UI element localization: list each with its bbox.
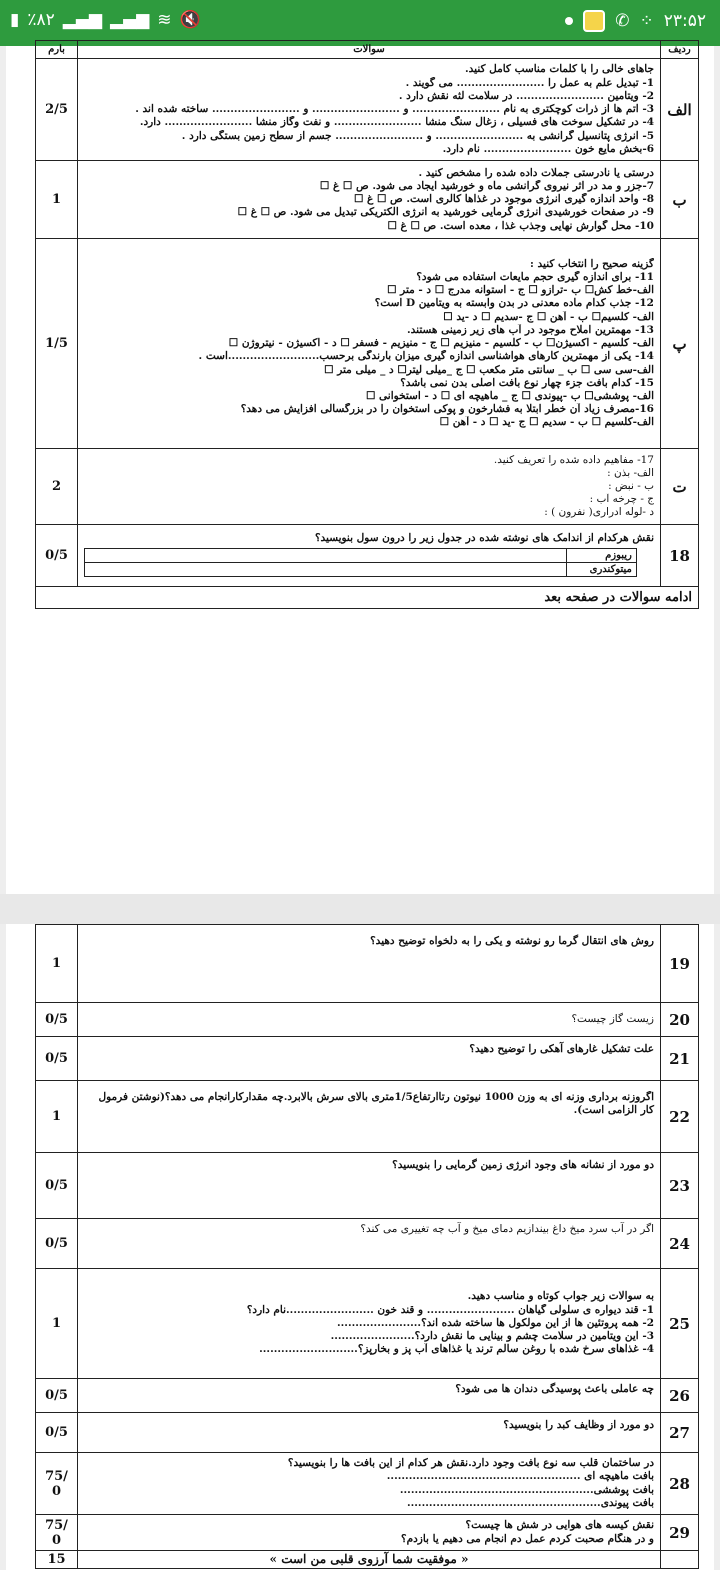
organelle-name: ریبوزم [566, 548, 636, 562]
question-score: /75 0 [36, 1453, 78, 1515]
section-label: ت [661, 449, 699, 525]
section-content [78, 59, 661, 161]
clock: ۲۳:۵۲ [663, 11, 706, 31]
question-text: کار الزامی است). [573, 1104, 654, 1117]
question-line: 8- واحد اندازه گیری انرژی موجود در غذاها کالری است. ص ☐ غ ☐ [353, 193, 654, 206]
question-score: 1 [36, 1269, 78, 1379]
question-number: 27 [661, 1413, 699, 1453]
status-right [565, 10, 706, 32]
question-line: د -لوله ادراری( نفرون ) : [544, 506, 654, 519]
question-number: 18 [661, 525, 699, 587]
document-page-1[interactable] [0, 46, 720, 894]
mute-icon: 🔇 [179, 10, 201, 30]
question-line: 12- جذب کدام ماده معدنی در بدن وابسته به ویتامین D است؟ [374, 297, 654, 310]
question-score: 0/5 [36, 1219, 78, 1269]
total-row [36, 1551, 699, 1569]
question-number: 21 [661, 1037, 699, 1081]
section-score: 2/5 [36, 59, 78, 161]
section-be [36, 161, 699, 239]
section-score: 1/5 [36, 239, 78, 449]
header-score-col: بارم [36, 41, 78, 59]
question-22 [36, 1081, 699, 1153]
question-content [78, 1153, 661, 1219]
section-content [78, 161, 661, 239]
notification-dot-icon [565, 17, 573, 25]
question-line: 14- یکی از مهمترین کارهای هواشناسی اندازه گیری میزان بارندگی برحسب.........................است . [198, 350, 654, 363]
question-text: بافت ماهیچه ای ..................................................... [386, 1470, 654, 1483]
question-24 [36, 1219, 699, 1269]
question-number: 19 [661, 925, 699, 1003]
question-26 [36, 1379, 699, 1413]
question-text: اگر در آب سرد میخ داغ بیندازیم دمای میخ و آب چه تغییری می کند؟ [360, 1223, 654, 1235]
question-score: /75 0 [36, 1515, 78, 1551]
question-text: دو مورد از نشانه های وجود انرژی زمین گرمایی را بنویسید؟ [392, 1159, 654, 1171]
question-number: 23 [661, 1153, 699, 1219]
question-line: 17- مفاهیم داده شده را تعریف کنید. [493, 454, 654, 467]
continue-note: ادامه سوالات در صفحه بعد [36, 587, 699, 609]
question-content [78, 1219, 661, 1269]
question-score: 0/5 [36, 1037, 78, 1081]
question-20 [36, 1003, 699, 1037]
question-content [78, 525, 661, 587]
wifi-icon: ≋ [157, 10, 172, 30]
section-label: ب [661, 161, 699, 239]
question-21 [36, 1037, 699, 1081]
question-content [78, 1037, 661, 1081]
section-te [36, 449, 699, 525]
options-line: الف- پوششی☐ ب -پیوندی ☐ ج _ ماهیچه ای ☐ د - استخوانی ☐ [365, 389, 654, 402]
phone-icon: ✆ [615, 11, 630, 31]
question-content [78, 1003, 661, 1037]
options-line: الف-سی سی ☐ ب _ سانتی متر مکعب ☐ ج _میلی لیتر☐ د _ میلی متر ☐ [324, 363, 654, 376]
question-line: 13- مهمترین املاح موجود در آب های زیر زمینی هستند. [407, 323, 654, 336]
question-score: 0/5 [36, 1379, 78, 1413]
question-score: 0/5 [36, 1003, 78, 1037]
document-page-2[interactable] [0, 924, 720, 1570]
question-line: 15- کدام بافت جزء چهار نوع بافت اصلی بدن نمی باشد؟ [400, 376, 654, 389]
question-line: 1- تبدیل علم به عمل را ........................ می گویند . [405, 76, 654, 89]
question-line: 11- برای اندازه گیری حجم مایعات استفاده می شود؟ [416, 271, 654, 284]
question-score: 0/5 [36, 1153, 78, 1219]
status-left [10, 10, 201, 30]
continue-row [36, 587, 699, 609]
question-number: 25 [661, 1269, 699, 1379]
question-29 [36, 1515, 699, 1551]
question-line: 16-مصرف زیاد آن خطر ابتلا به فشارخون و پوکی استخوان را در بزرگسالی افزایش می دهد؟ [240, 403, 654, 416]
question-text: دو مورد از وظایف کبد را بنویسید؟ [503, 1419, 654, 1431]
question-text: و در هنگام صحبت کردم عمل دم انجام می دهیم یا بازدم؟ [401, 1532, 654, 1545]
question-text: اگروزنه برداری وزنه ای به وزن 1000 نیوتون رتاارتفاع1/5متری بالای سرش بالابرد.چه مقدارکارانجام می دهد؟(نوشتن فرمول [98, 1091, 654, 1103]
question-text: علت تشکیل غارهای آهکی را توضیح دهید؟ [469, 1043, 654, 1055]
question-number: 29 [661, 1515, 699, 1551]
section-label: الف [661, 59, 699, 161]
question-content [78, 1379, 661, 1413]
exam-table-2 [35, 924, 699, 1569]
battery-icon: ▮ [10, 10, 20, 30]
question-27 [36, 1413, 699, 1453]
question-number: 24 [661, 1219, 699, 1269]
options-line: الف- کلسیم - اکسیژن☐ ب - کلسیم - منیزیم ☐ ج - منیزیم - فسفر ☐ د - اکسیژن - نیتروژن ☐ [228, 337, 654, 350]
question-text: 2- همه پروتئین ها از این مولکول ها ساخته شده اند؟....................... [337, 1316, 654, 1329]
question-line: ج - چرخه آب : [589, 493, 654, 506]
section-content [78, 449, 661, 525]
question-text: نقش کیسه های هوایی در شش ها چیست؟ [465, 1519, 654, 1532]
question-text: 4- غذاهای سرخ شده با روغن سالم ترند یا غذاهای آب پز و بخارپز؟........................... [259, 1343, 654, 1356]
question-content [78, 1453, 661, 1515]
question-number: 26 [661, 1379, 699, 1413]
total-blank [661, 1551, 699, 1569]
section-line: گزینه صحیح را انتخاب کنید : [529, 257, 654, 270]
question-score: 1 [36, 1081, 78, 1153]
section-line: درستی یا نادرستی جملات داده شده را مشخص کنید . [418, 166, 654, 179]
exam-table-1 [35, 40, 699, 609]
question-text: نقش هرکدام از اندامک های نوشته شده در جدول زیر را درون سول بنویسید؟ [314, 532, 654, 545]
question-number: 20 [661, 1003, 699, 1037]
question-score: 1 [36, 925, 78, 1003]
signal-icon-2: ▂▄▆ [110, 10, 150, 30]
options-line: الف- کلسیم☐ ب - آهن ☐ ج -سدیم ☐ د -ید ☐ [443, 310, 654, 323]
question-score: 0/5 [36, 525, 78, 587]
question-text: در ساختمان قلب سه نوع بافت وجود دارد.نقش هر کدام از این بافت ها را بنویسید؟ [287, 1457, 654, 1470]
battery-level: ٪۸۲ [27, 10, 55, 30]
section-alef [36, 59, 699, 161]
question-text: 3- این ویتامین در سلامت چشم و بینایی ما نقش دارد؟....................... [330, 1330, 654, 1343]
table-header [36, 41, 699, 59]
header-row-col: ردیف [661, 41, 699, 59]
organelle-name: میتوکندری [566, 562, 636, 576]
question-content [78, 1081, 661, 1153]
answer-cell[interactable] [85, 548, 567, 562]
question-text: روش های انتقال گرما رو نوشته و یکی را به دلخواه توضیح دهید؟ [370, 935, 654, 947]
question-text: 1- قند دیواره ی سلولی گیاهان ........................ و قند خون ........................نام دارد؟ [246, 1303, 654, 1316]
total-score: 15 [36, 1551, 78, 1569]
question-line: 2- ویتامین ........................ در سلامت لثه نقش دارد . [398, 89, 654, 102]
question-line: 10- محل گوارش نهایی وجذب غذا ، معده است. ص ☐ غ ☐ [387, 219, 654, 232]
question-content [78, 1413, 661, 1453]
answer-cell[interactable] [85, 562, 567, 576]
organelle-table [84, 548, 637, 577]
closing-message: « موفقیت شما آرزوی قلبی من است » [78, 1551, 661, 1569]
page-gap [0, 894, 720, 924]
question-line: الف- بذن : [607, 467, 654, 480]
dots-icon: ⁘ [639, 11, 654, 31]
section-score: 1 [36, 161, 78, 239]
question-text: چه عاملی باعث پوسیدگی دندان ها می شود؟ [455, 1383, 654, 1395]
app-notification-icon [583, 10, 605, 32]
question-line: 5- انرژی پتانسیل گرانشی به ........................ و ........................ جسم از سطح زمین بستگی دارد . [181, 129, 654, 142]
question-line: ب - نبض : [608, 480, 654, 493]
question-text: زیست گاز چیست؟ [571, 1013, 654, 1025]
question-content [78, 925, 661, 1003]
signal-icon: ▂▄▆ [62, 10, 102, 30]
question-text: بافت پیوندی..................................................... [406, 1496, 654, 1509]
section-score: 2 [36, 449, 78, 525]
section-content [78, 239, 661, 449]
question-19 [36, 925, 699, 1003]
question-23 [36, 1153, 699, 1219]
section-pe [36, 239, 699, 449]
question-content [78, 1515, 661, 1551]
question-line: 4- در تشکیل سوخت های فسیلی ، زغال سنگ منشا ........................ و نفت وگاز منشا ........................ دارد. [139, 116, 654, 129]
header-question-col: سوالات [78, 41, 661, 59]
question-line: 7-جزر و مد در اثر نیروی گرانشی ماه و خورشید ایجاد می شود. ص ☐ غ ☐ [319, 179, 654, 192]
question-28 [36, 1453, 699, 1515]
question-line: 3- اتم ها از ذرات کوچکتری به نام ........................ و ........................ و ........................ ساخته شده اند . [135, 103, 654, 116]
question-18 [36, 525, 699, 587]
question-line: 6-بخش مایع خون ........................ نام دارد. [442, 142, 654, 155]
question-content [78, 1269, 661, 1379]
options-line: الف-خط کش☐ ب -ترازو ☐ ج - استوانه مدرج ☐ د - متر ☐ [387, 284, 654, 297]
question-score: 0/5 [36, 1413, 78, 1453]
question-line: 9- در صفحات خورشیدی انرژی گرمایی خورشید به انرژی الکتریکی تبدیل می شود. ص ☐ غ ☐ [237, 206, 654, 219]
options-line: الف-کلسیم ☐ ب - سدیم ☐ ج -ید ☐ د - آهن ☐ [439, 416, 654, 429]
question-number: 22 [661, 1081, 699, 1153]
section-line: جاهای خالی را با کلمات مناسب کامل کنید. [465, 63, 654, 76]
question-text: به سوالات زیر جواب کوتاه و مناسب دهید. [467, 1290, 654, 1303]
section-label: پ [661, 239, 699, 449]
question-25 [36, 1269, 699, 1379]
question-text: بافت پوششی..................................................... [399, 1483, 654, 1496]
question-number: 28 [661, 1453, 699, 1515]
